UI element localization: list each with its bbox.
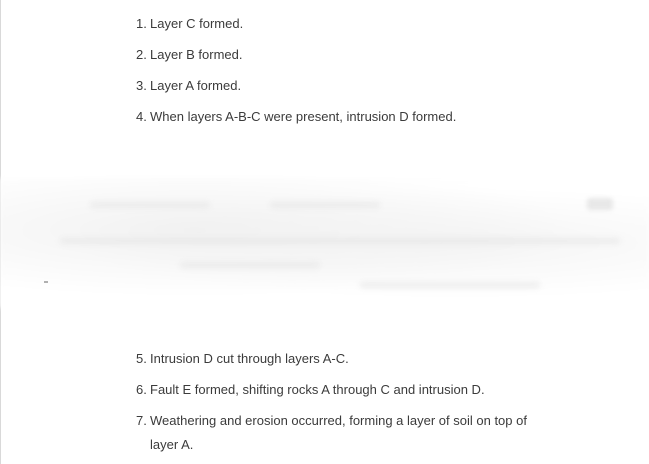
list-item-step-7 xyxy=(136,409,556,457)
list-item-step-1 xyxy=(136,12,556,36)
list-item-step-2 xyxy=(136,43,556,67)
blurred-text-line xyxy=(180,262,320,268)
step-number: 2. xyxy=(136,47,147,62)
step-text: When layers A-B-C were present, intrusion D formed. xyxy=(150,109,457,124)
step-number: 7. xyxy=(136,413,147,428)
step-text: Layer B formed. xyxy=(150,47,243,62)
list-item-step-6 xyxy=(136,378,556,402)
blurred-text-line xyxy=(60,238,620,244)
step-text: Fault E formed, shifting rocks A through C and intrusion D. xyxy=(150,382,485,397)
step-number: 5. xyxy=(136,351,147,366)
list-item-step-3 xyxy=(136,74,556,98)
step-number: 6. xyxy=(136,382,147,397)
blurred-dot xyxy=(44,281,48,283)
list-item-step-4 xyxy=(136,105,556,129)
step-number: 3. xyxy=(136,78,147,93)
step-number: 4. xyxy=(136,109,147,124)
step-text: Intrusion D cut through layers A-C. xyxy=(150,351,349,366)
blurred-text-line xyxy=(270,202,380,208)
step-text: Layer A formed. xyxy=(150,78,242,93)
blurred-text-line xyxy=(90,202,210,208)
list-item-step-5 xyxy=(136,347,556,371)
blurred-text-line xyxy=(360,282,540,288)
step-text: Weathering and erosion occurred, forming a layer of soil on top of layer A. xyxy=(150,413,527,452)
step-number: 1. xyxy=(136,16,147,31)
blurred-label-mark xyxy=(587,198,613,210)
step-text: Layer C formed. xyxy=(150,16,244,31)
